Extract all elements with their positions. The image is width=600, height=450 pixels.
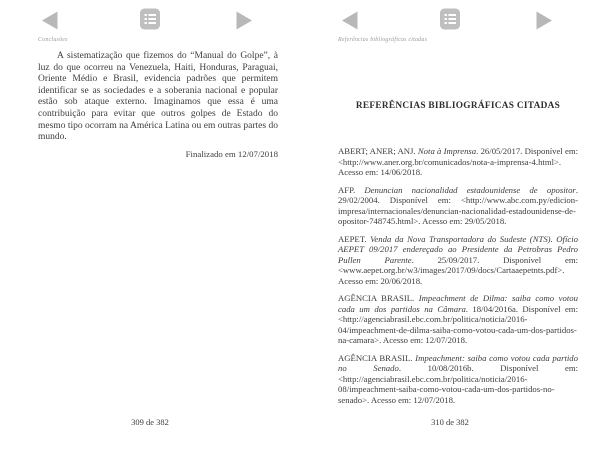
- conclusion-paragraph: A sistematização que fizemos do “Manual do Golpe”, à luz do que ocorreu na Venezuela, Haiti, Honduras, Paraguai, Oriente Médio e Brasil, evidencia padrões que permitem identificar se as sociedades e a soberania nacional e popular estão sob ataque externo. Imaginamos que essa é uma contribuição para evitar que outros golpes de Estado do mesmo tipo ocorram na América Latina ou em outras partes do mundo.: [38, 51, 278, 143]
- chapter-title: REFERÊNCIAS BIBLIOGRÁFICAS CITADAS: [355, 101, 561, 111]
- list-icon: [440, 18, 461, 33]
- page-number: 310 de 382: [431, 417, 469, 427]
- running-head: Referências bibliográficas citadas: [338, 37, 428, 43]
- back-button[interactable]: [340, 11, 359, 30]
- toc-button[interactable]: [440, 8, 461, 30]
- forward-button[interactable]: [235, 11, 254, 30]
- forward-button[interactable]: [535, 11, 554, 30]
- bibliography-entry: AGÊNCIA BRASIL. Impeachment de Dilma: saiba como votou cada um dos partidos na Câmara. 18/04/2016a. Disponível em: <http://agenciabrasil.ebc.com.br/politica/noticia/2016-04/impeachment-de-dilma-saiba-como-votou-cada-um-dos-partidos-na-camara>. Acesso em: 12/07/2018.: [338, 293, 578, 345]
- running-head: Conclusões: [38, 37, 68, 43]
- page-number: 309 de 382: [131, 417, 169, 427]
- chapter-body: [38, 51, 278, 159]
- bibliography-entry: ABERT; ANER; ANJ. Nota à Imprensa. 26/05/2017. Disponível em: <http://www.aner.org.br/comunicados/nota-a-imprensa-4.html>. Acesso em: 14/06/2018.: [338, 146, 579, 177]
- toc-button[interactable]: [140, 8, 161, 30]
- finalized-date: Finalizado em 12/07/2018: [185, 148, 278, 159]
- right-page: [300, 0, 600, 450]
- bibliography-list: [338, 146, 578, 412]
- list-icon: [140, 18, 161, 33]
- bibliography-entry: AFP. Denuncian nacionalidad estadounidense de opositor. 29/02/2004. Disponível em: <http://www.abc.com.py/edicion-impresa/internacionales/denuncian-nacionalidad-estadounidense-de-opositor-748745.html>. Acesso em: 29/05/2018.: [338, 184, 578, 226]
- back-button[interactable]: [40, 11, 59, 30]
- bibliography-entry: AGÊNCIA BRASIL. Impeachment: saiba como votou cada partido no Senado. 10/08/2016b. Disponível em: <http://agenciabrasil.ebc.com.br/politica/noticia/2016-08/impeachment-saiba-como-votou-cada-um-dos-partidos-no-senado>. Acesso em: 12/07/2018.: [338, 352, 578, 405]
- right-arrow-icon: [235, 18, 254, 33]
- right-arrow-icon: [535, 18, 554, 33]
- left-arrow-icon: [40, 18, 59, 33]
- bibliography-entry: AEPET. Venda da Nova Transportadora do Sudeste (NTS). Ofício AEPET 09/2017 endereçado ao Presidente da Petrobras Pedro Pullen Parente. 25/09/2017. Disponível em: <www.aepet.org.br/w3/images/2017/09/docs/Cartaaepetnts.pdf>. Acesso em: 20/06/2018.: [338, 233, 578, 286]
- left-arrow-icon: [340, 18, 359, 33]
